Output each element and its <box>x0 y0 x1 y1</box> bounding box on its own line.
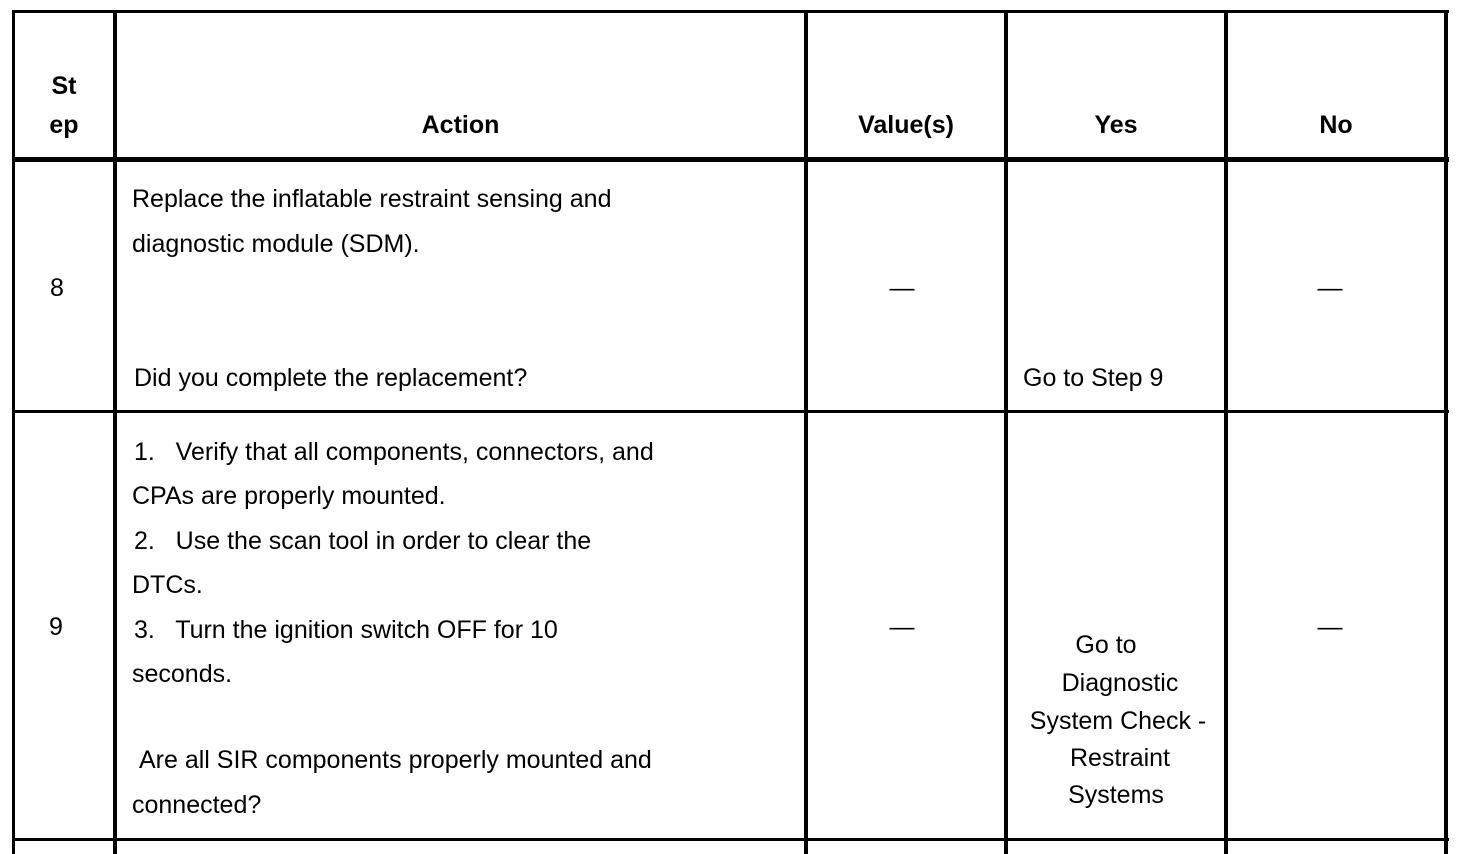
row8-no: — <box>1317 274 1343 302</box>
row8-action-line1: Replace the inflatable restraint sensing and <box>132 185 612 213</box>
table-right-border <box>1444 10 1448 854</box>
row9-yes-line4: Restraint <box>1069 744 1171 772</box>
row9-action-line6: seconds. <box>132 660 233 688</box>
row9-yes-line1: Go to <box>1075 631 1137 659</box>
row9-question-line2: connected? <box>132 791 262 819</box>
header-step-line1: St <box>51 72 77 100</box>
row8-question: Did you complete the replacement? <box>134 364 528 392</box>
row9-step: 9 <box>49 613 63 641</box>
row9-action-line4: DTCs. <box>132 571 203 599</box>
header-bottom-border <box>12 157 1449 162</box>
header-values: Value(s) <box>858 111 954 139</box>
header-no: No <box>1319 111 1353 139</box>
table-bottom-border <box>12 838 1449 841</box>
row8-step: 8 <box>50 274 64 302</box>
row8-yes: Go to Step 9 <box>1023 364 1164 392</box>
header-step-line2: ep <box>49 111 79 139</box>
row9-yes-line3: System Check - <box>1029 707 1207 735</box>
row-divider <box>12 410 1449 413</box>
header-yes: Yes <box>1094 111 1138 139</box>
row8-value: — <box>889 274 915 302</box>
row9-yes-line5: Systems <box>1068 781 1164 809</box>
row9-action-line1: 1. Verify that all components, connectors, and <box>134 438 654 466</box>
row9-no: — <box>1317 613 1343 641</box>
header-action: Action <box>421 111 500 139</box>
row9-action-line2: CPAs are properly mounted. <box>132 482 446 510</box>
row9-action-line5: 3. Turn the ignition switch OFF for 10 <box>134 616 558 644</box>
row9-value: — <box>889 613 915 641</box>
row8-action-line2: diagnostic module (SDM). <box>132 230 420 258</box>
row9-action-line3: 2. Use the scan tool in order to clear the <box>134 527 592 555</box>
row9-question-line1: Are all SIR components properly mounted and <box>139 746 652 774</box>
row9-yes-line2: Diagnostic <box>1061 669 1179 697</box>
table-top-border <box>12 10 1449 13</box>
